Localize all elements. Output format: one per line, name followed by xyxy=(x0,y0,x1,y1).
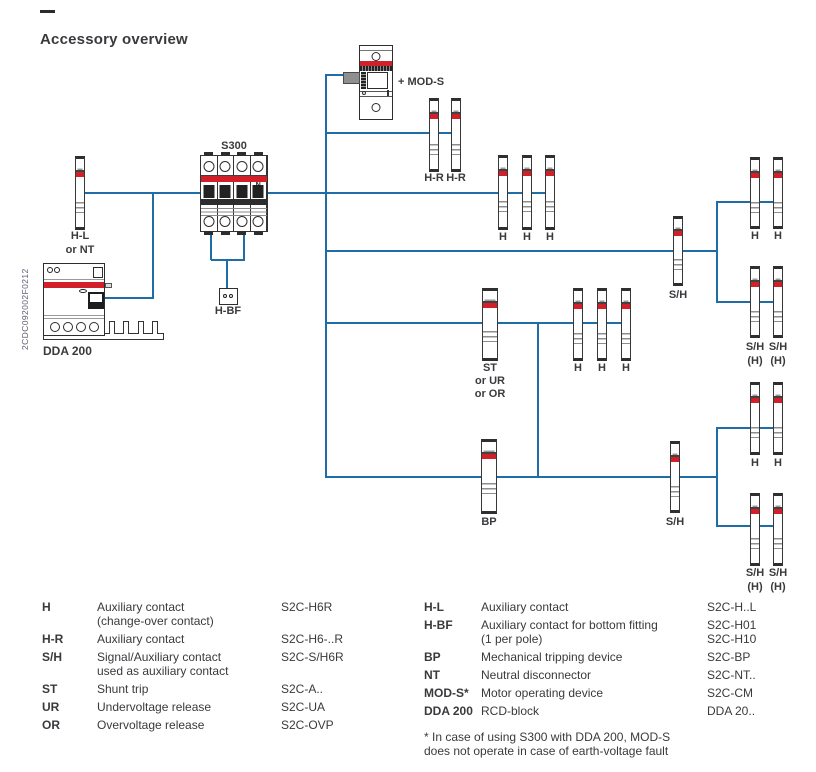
accessory-device-sh-h xyxy=(773,493,783,566)
label-h: H xyxy=(598,362,606,374)
legend-left xyxy=(42,600,412,736)
legend-term: DDA 200 xyxy=(424,704,473,718)
legend-desc: Auxiliary contact for bottom fitting (1 per pole) xyxy=(481,618,658,646)
label-h: H xyxy=(622,362,630,374)
breaker-pole xyxy=(234,156,251,231)
connector-line xyxy=(537,322,539,478)
connector-line xyxy=(226,259,228,289)
accessory-device-h xyxy=(621,288,631,361)
legend-row xyxy=(42,718,412,732)
legend-row xyxy=(424,704,816,718)
legend-code: S2C-S/H6R xyxy=(281,650,344,664)
legend-desc: Signal/Auxiliary contact used as auxiliary contact xyxy=(97,650,229,678)
connector-line xyxy=(326,250,717,252)
legend-term: UR xyxy=(42,700,60,714)
legend-code: S2C-A.. xyxy=(281,682,324,696)
label-st-alt2: or OR xyxy=(474,388,506,400)
s300-breaker xyxy=(200,155,268,232)
accessory-device-h xyxy=(573,288,583,361)
breaker-red-band xyxy=(201,175,267,182)
breaker-pole xyxy=(218,156,235,231)
label-h: H xyxy=(751,457,759,469)
legend-term: S/H xyxy=(42,650,63,664)
neutral-pole-label: N xyxy=(255,182,261,189)
label-h: H xyxy=(546,231,554,243)
accessory-device-h xyxy=(597,288,607,361)
connector-line xyxy=(716,427,718,527)
label-h: H xyxy=(774,457,782,469)
label-hbf: H-BF xyxy=(214,305,242,317)
connector-line xyxy=(716,427,779,429)
legend-code: DDA 20.. xyxy=(707,704,756,718)
busbar-tooth xyxy=(138,321,144,334)
label-sh: S/H xyxy=(768,567,788,579)
legend-row xyxy=(42,632,412,646)
legend-code: S2C-H6R xyxy=(281,600,333,614)
label-sh-sub: (H) xyxy=(747,581,763,593)
title-dash xyxy=(40,10,55,13)
busbar-tooth xyxy=(109,321,115,334)
connector-line xyxy=(105,297,154,299)
label-st-alt1: or UR xyxy=(475,375,505,387)
legend-desc: Undervoltage release xyxy=(97,700,212,714)
label-h: H xyxy=(574,362,582,374)
label-mod-s: + MOD-S xyxy=(398,76,445,88)
label-hr: H-R xyxy=(446,172,466,184)
legend-right xyxy=(424,600,816,758)
accessory-device-h xyxy=(545,155,555,230)
label-sh: S/H xyxy=(768,341,788,353)
dda200-side-tab xyxy=(105,283,112,288)
document-code-vertical: 2CDC092002F0212 xyxy=(20,268,30,350)
legend-desc: Auxiliary contact xyxy=(97,632,185,646)
connector-line xyxy=(716,301,778,303)
connector-line xyxy=(152,192,154,299)
legend-code: S2C-CM xyxy=(707,686,754,700)
accessory-device-sh-h xyxy=(750,266,760,338)
legend-code: S2C-H..L xyxy=(707,600,757,614)
breaker-pole-neutral xyxy=(251,156,268,231)
accessory-device-bp xyxy=(481,439,497,514)
label-sh: S/H xyxy=(665,516,685,528)
connector-line xyxy=(326,476,717,478)
legend-desc: RCD-block xyxy=(481,704,540,718)
connector-line xyxy=(716,525,779,527)
accessory-device-h xyxy=(750,157,760,229)
label-dda200: DDA 200 xyxy=(43,344,92,358)
legend-code: S2C-BP xyxy=(707,650,751,664)
label-hl: H-L xyxy=(70,230,90,242)
legend-row xyxy=(424,686,816,700)
legend-row xyxy=(42,600,412,628)
legend-desc: Motor operating device xyxy=(481,686,604,700)
connector-line xyxy=(716,201,718,303)
label-sh-sub: (H) xyxy=(770,581,786,593)
legend-desc: Neutral disconnector xyxy=(481,668,592,682)
accessory-device-st xyxy=(482,288,498,361)
legend-row xyxy=(424,600,816,614)
busbar-tooth xyxy=(152,321,158,334)
legend-code: S2C-H6-..R xyxy=(281,632,344,646)
legend-desc: Auxiliary contact (change-over contact) xyxy=(97,600,214,628)
label-sh: S/H xyxy=(668,289,688,301)
label-h: H xyxy=(523,231,531,243)
label-sh-sub: (H) xyxy=(770,355,786,367)
accessory-device-h xyxy=(773,157,783,229)
legend-term: NT xyxy=(424,668,440,682)
mod-s-device xyxy=(359,45,393,120)
legend-row xyxy=(424,668,816,682)
legend-code: S2C-UA xyxy=(281,700,326,714)
legend-code: S2C-H01 S2C-H10 xyxy=(707,618,757,646)
accessory-device-hr xyxy=(451,98,461,172)
legend-code: S2C-NT.. xyxy=(707,668,756,682)
mod-s-knob xyxy=(343,72,360,84)
dda200-rcd-block xyxy=(43,263,105,336)
accessory-device-sh-h xyxy=(773,266,783,338)
page-title: Accessory overview xyxy=(40,31,188,48)
legend-desc: Overvoltage release xyxy=(97,718,205,732)
accessory-device-h xyxy=(498,155,508,230)
legend-row xyxy=(42,650,412,678)
label-sh: S/H xyxy=(745,567,765,579)
legend-row xyxy=(42,682,412,696)
label-h: H xyxy=(774,230,782,242)
breaker-stripe-band xyxy=(201,208,267,216)
legend-row xyxy=(42,700,412,714)
breaker-dark-band xyxy=(201,199,267,205)
busbar-tooth xyxy=(123,321,129,334)
accessory-device-hl xyxy=(75,156,85,230)
breaker-pole xyxy=(201,156,218,231)
label-h: H xyxy=(499,231,507,243)
accessory-device-sh xyxy=(673,216,683,286)
accessory-device-hr xyxy=(429,98,439,172)
legend-desc: Shunt trip xyxy=(97,682,149,696)
h-bf-device xyxy=(219,288,238,305)
accessory-device-sh xyxy=(670,441,680,513)
accessory-device-h xyxy=(773,382,783,455)
legend-desc: Auxiliary contact xyxy=(481,600,569,614)
legend-term: H-L xyxy=(424,600,444,614)
legend-term: ST xyxy=(42,682,58,696)
label-sh: S/H xyxy=(745,341,765,353)
connector-line xyxy=(211,259,245,261)
label-bp: BP xyxy=(481,516,497,528)
accessory-device-h xyxy=(522,155,532,230)
accessory-device-sh-h xyxy=(750,493,760,566)
bus-line-vertical xyxy=(325,74,327,478)
legend-term: BP xyxy=(424,650,441,664)
legend-footnote: * In case of using S300 with DDA 200, MOD-S does not operate in case of earth-voltage fault xyxy=(424,730,671,758)
legend-row xyxy=(424,650,816,664)
legend-term: OR xyxy=(42,718,60,732)
legend-term: H-BF xyxy=(424,618,453,632)
connector-line xyxy=(243,232,245,260)
connector-line xyxy=(210,232,212,260)
legend-code: S2C-OVP xyxy=(281,718,334,732)
label-s300: S300 xyxy=(221,140,247,152)
accessory-device-h xyxy=(750,382,760,455)
label-hl-alt: or NT xyxy=(65,244,95,256)
legend-row xyxy=(424,618,816,646)
legend-term: H-R xyxy=(42,632,64,646)
label-hr: H-R xyxy=(424,172,444,184)
legend-term: H xyxy=(42,600,51,614)
label-sh-sub: (H) xyxy=(747,355,763,367)
connector-line xyxy=(716,201,778,203)
legend-desc: Mechanical tripping device xyxy=(481,650,623,664)
label-h: H xyxy=(751,230,759,242)
label-st: ST xyxy=(482,362,498,374)
legend-term: MOD-S* xyxy=(424,686,469,700)
